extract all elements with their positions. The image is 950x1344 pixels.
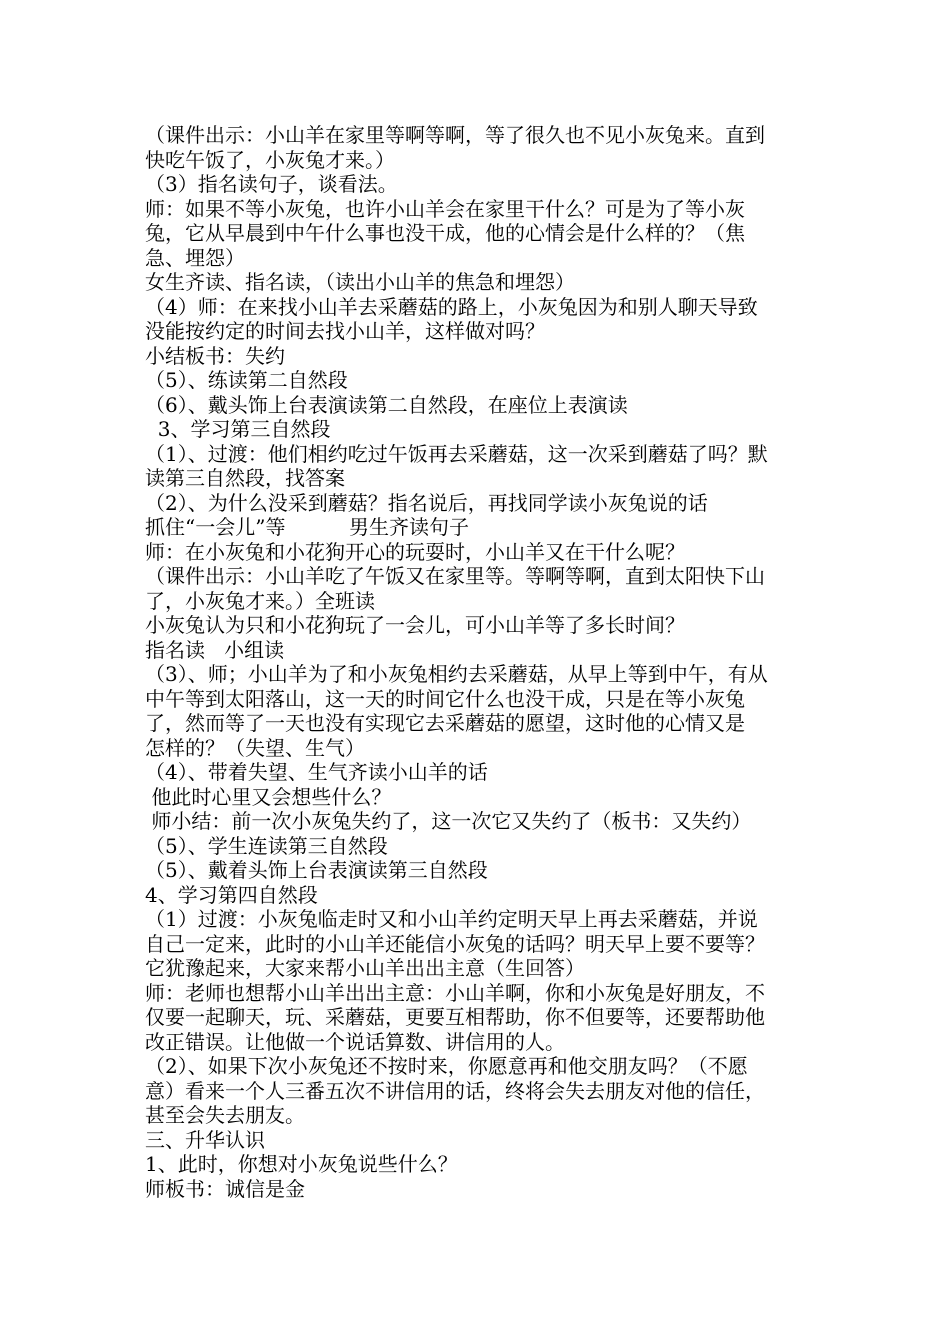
text-line: 抓住“一会儿”等 男生齐读句子	[145, 515, 470, 539]
text-line: 快吃午饭了，小灰兔才来。）	[145, 147, 395, 172]
text-line: 了，然而等了一天也没有实现它去采蘑菇的愿望，这时他的心情又是	[145, 711, 745, 735]
text-line: 1、此时，你想对小灰兔说些什么？	[145, 1152, 458, 1176]
text-line: 小结板书：失约	[145, 343, 285, 368]
text-line: （6）、戴头饰上台表演读第二自然段，在座位上表演读	[145, 392, 628, 417]
text-line: （5）、学生连读第三自然段	[145, 833, 388, 858]
text-line: （1）过渡：小灰兔临走时又和小山羊约定明天早上再去采蘑菇，并说	[145, 907, 758, 931]
text-line: （3）指名读句子，谈看法。	[145, 172, 398, 196]
text-line: 仅要一起聊天，玩、采蘑菇，更要互相帮助，你不但要等，还要帮助他	[145, 1005, 765, 1029]
text-line: 中午等到太阳落山，这一天的时间它什么也没干成，只是在等小灰兔	[145, 686, 745, 711]
text-line: 女生齐读、指名读，（读出小山羊的焦急和埋怨）	[145, 270, 575, 294]
text-line: 读第三自然段，找答案	[145, 466, 345, 490]
text-line: 它犹豫起来，大家来帮小山羊出出主意（生回答）	[145, 956, 585, 980]
text-line: 4、学习第四自然段	[145, 882, 318, 907]
text-line: 他此时心里又会想些什么？	[145, 784, 392, 809]
text-line: 自己一定来，此时的小山羊还能信小灰兔的话吗？明天早上要不要等？	[145, 931, 765, 956]
text-line: 了，小灰兔才来。）全班读	[145, 588, 375, 613]
text-line: 没能按约定的时间去找小山羊，这样做对吗？	[145, 319, 545, 343]
text-line: （课件出示：小山羊吃了午饭又在家里等。等啊等啊，直到太阳快下山	[145, 564, 765, 588]
text-line: （1）、过渡：他们相约吃过午饭再去采蘑菇，这一次采到蘑菇了吗？默	[145, 441, 768, 466]
text-line: （3）、师；小山羊为了和小灰兔相约去采蘑菇，从早上等到中午，有从	[145, 662, 768, 686]
text-line: （5）、戴着头饰上台表演读第三自然段	[145, 858, 488, 882]
text-line: （5）、练读第二自然段	[145, 368, 348, 392]
text-line: 改正错误。让他做一个说话算数、讲信用的人。	[145, 1029, 565, 1054]
text-line: 怎样的？（失望、生气）	[145, 735, 365, 760]
text-line: 急、埋怨）	[145, 245, 245, 270]
text-line: 师：如果不等小灰兔，也许小山羊会在家里干什么？可是为了等小灰	[145, 196, 745, 221]
text-line: （2）、为什么没采到蘑菇？指名说后，再找同学读小灰兔说的话	[145, 490, 708, 515]
text-line: 3、学习第三自然段	[145, 417, 331, 441]
text-line: 甚至会失去朋友。	[145, 1103, 305, 1127]
text-line: 师：在小灰兔和小花狗开心的玩耍时，小山羊又在干什么呢？	[145, 539, 685, 564]
text-line: （4）师：在来找小山羊去采蘑菇的路上，小灰兔因为和别人聊天导致	[145, 294, 758, 319]
document-body	[145, 123, 835, 1201]
text-line: 指名读 小组读	[145, 637, 285, 662]
text-line: 师小结：前一次小灰兔失约了，这一次它又失约了（板书：又失约）	[145, 809, 752, 833]
text-line: （4）、带着失望、生气齐读小山羊的话	[145, 760, 488, 784]
text-line: 师板书：诚信是金	[145, 1176, 305, 1201]
text-line: 小灰兔认为只和小花狗玩了一会儿，可小山羊等了多长时间？	[145, 613, 685, 637]
text-line: 三、升华认识	[145, 1127, 265, 1152]
text-line: 意）看来一个人三番五次不讲信用的话，终将会失去朋友对他的信任，	[145, 1078, 765, 1103]
text-line: （课件出示：小山羊在家里等啊等啊，等了很久也不见小灰兔来。直到	[145, 123, 765, 147]
text-line: 兔，它从早晨到中午什么事也没干成，他的心情会是什么样的？（焦	[145, 221, 745, 245]
text-line: （2）、如果下次小灰兔还不按时来，你愿意再和他交朋友吗？（不愿	[145, 1054, 748, 1078]
text-line: 师：老师也想帮小山羊出出主意：小山羊啊，你和小灰兔是好朋友，不	[145, 980, 765, 1005]
